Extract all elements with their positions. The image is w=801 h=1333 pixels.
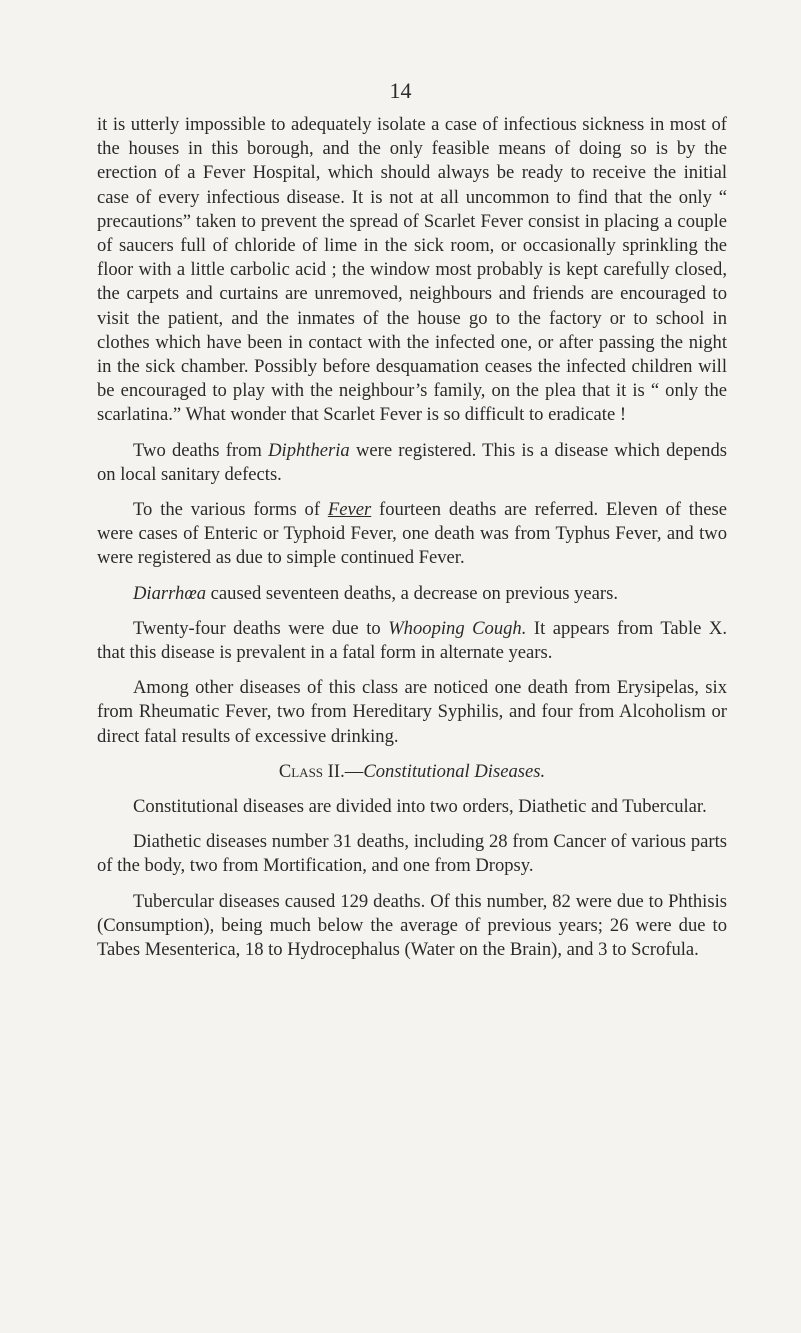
term-diphtheria: Diphtheria (268, 439, 350, 461)
text: fourteen deaths are referred. Eleven of these were cases of Enteric or Typhoid Fever, one death was from Typhus Fever, and two were registered as due to simple continued Fever. (97, 499, 727, 569)
paragraph-tubercular: Tubercular diseases caused 129 deaths. Of this number, 82 were due to Phthisis (Consumption), being much below the average of previous years; 26 were due to Tabes Mesenterica, 18 to Hydrocephalus (Water on the Brain), and 3 to Scrofula. (97, 890, 727, 961)
paragraph-constitutional: Constitutional diseases are divided into two orders, Diathetic and Tubercular. (133, 796, 707, 818)
paragraph-diathetic: Diathetic diseases number 31 deaths, including 28 from Cancer of various parts of the body, two from Mortification, and one from Dropsy. (97, 831, 727, 877)
paragraph-diarrhoea (97, 582, 727, 606)
paragraph-fever (97, 498, 727, 571)
text: were registered. This is a disease which depends on local sanitary defects. (97, 439, 728, 485)
term-diarrhoea: Diarrhœa (133, 582, 207, 604)
page-body (97, 113, 727, 973)
paragraph-other-diseases: Among other diseases of this class are noticed one death from Erysipelas, six from Rheumatic Fever, two from Hereditary Syphilis, and four from Alcoholism or direct fatal results of excessive drinking. (97, 677, 727, 747)
text: It appears from Table X. that this disease is prevalent in a fatal form in alternate years. (97, 617, 727, 664)
text: caused seventeen deaths, a decrease on previous years. (206, 582, 619, 604)
text: Twenty-four deaths were due to (133, 617, 389, 639)
heading-class: Class II. (278, 760, 345, 782)
text: To the various forms of (133, 499, 328, 521)
paragraph-whooping-cough (97, 617, 727, 665)
paragraph-fever-hospital: it is utterly impossible to adequately isolate a case of infectious sickness in most of the houses in this borough, and the only feasible means of doing so is by the erection of a Fever Hospital, which should always be ready to receive the initial case of every infectious disease. It is not at all uncommon to find that the only “ precautions” taken to prevent the spread of Scarlet Fever consist in placing a couple of saucers full of chloride of lime in the sick room, or occasionally sprinkling the floor with a little carbolic acid ; the window most probably is kept carefully closed, the carpets and curtains are unremoved, neighbours and friends are encouraged to visit the patient, and the inmates of the house go to the factory or to school in clothes which have been in contact with the infected one, or after passing the night in the sick chamber. Possibly before desquamation ceases the infected children will be encouraged to play with the neighbour’s family, on the plea that it is “ only the scarlatina.” What wonder that Scarlet Fever is so difficult to eradicate ! (97, 114, 727, 426)
heading-title: Constitutional Diseases. (363, 760, 546, 782)
term-fever: Fever (327, 499, 372, 521)
paragraph-diphtheria (97, 439, 727, 487)
section-heading (97, 760, 727, 784)
page-number: 14 (389, 78, 412, 103)
text: Two deaths from (133, 439, 269, 461)
term-whooping-cough: Whooping Cough. (388, 617, 527, 639)
heading-dash: — (344, 760, 364, 782)
